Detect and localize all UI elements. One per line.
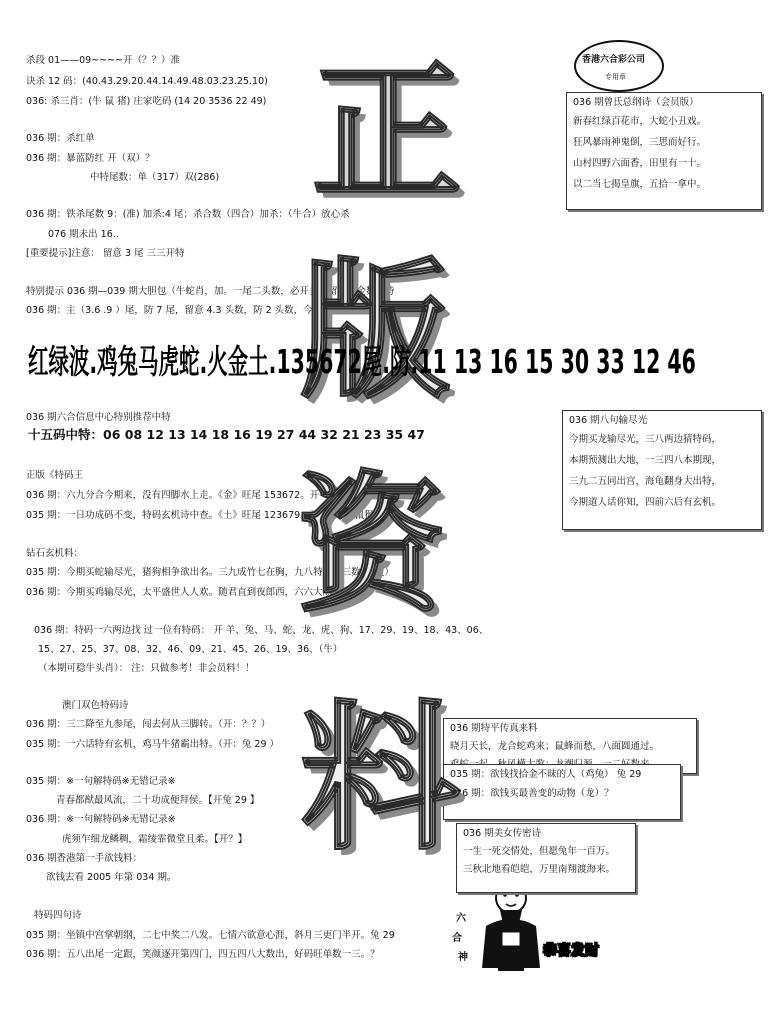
- text-line: 076 期未出 16..: [48, 229, 119, 240]
- text-line: 欲钱去看 2005 年第 034 期。: [46, 872, 177, 883]
- stamp-text: 香港六合彩公司: [582, 55, 646, 65]
- stamp-subtext: 专用章: [605, 73, 626, 81]
- text-line: 036 期六合信息中心特别推荐中特: [26, 412, 171, 423]
- box-line: 今期买龙输尽光，三八两边猜特码，: [569, 434, 722, 445]
- side-char: 神: [458, 952, 468, 963]
- text-line: 035 期：一六话特有玄机，鸡马牛猪霸出特。（开：兔 29 ）: [26, 739, 280, 750]
- fifteen-numbers: 十五码中特：06 08 12 13 14 18 16 19 27 44 32 21 23 35 47: [28, 427, 425, 442]
- box-line: 036 期：欲钱买最善变的动物（龙）？: [450, 788, 614, 799]
- text-line: 036 期：三二降至九参尾，闯去何从三脚转。（开：？？）: [26, 719, 271, 730]
- side-char: 六: [456, 913, 466, 924]
- text-line: 钻石玄机料：: [26, 548, 84, 559]
- side-char: 合: [452, 933, 462, 944]
- box-line: 山村四野六面香，田里有一十。: [573, 158, 707, 169]
- box-title: 036 期八句输尽光: [569, 415, 648, 426]
- text-line: 诀杀 12 码：(40.43.29.20.44.14.49.48.03.23.25.10): [26, 76, 268, 87]
- gongxi-facai-text: 恭喜发财: [543, 943, 599, 959]
- box-line: 狂风暴雨神鬼倒，三思而好行。: [573, 137, 707, 148]
- headline-banner: 红绿波.鸡兔马虎蛇.火金土.135672尾.防.11 13 16 15 30 33 12 46: [28, 342, 696, 381]
- box-title: 036 期曾氏总纲诗（会员版）: [573, 97, 699, 108]
- poem-box-eight: [562, 410, 762, 530]
- text-line: 036: 杀三肖：(牛 鼠 猪) 庄家吃码 (14 20 3536 22 49): [26, 96, 267, 107]
- text-line: 035 期：今期买蛇输尽光，猪狗相争欲出名。三九成竹七在胸，九八特一话三数。（史）: [26, 567, 394, 578]
- box-line: 新春红绿百花市，大蛇小丑戏。: [573, 116, 707, 127]
- text-line: 036 期：杀红单: [26, 133, 95, 144]
- company-stamp-logo: [574, 40, 664, 92]
- text-line: 虎须乍细龙鳞稠，霜绫霏微堂且柔。【开？】: [62, 834, 248, 845]
- text-line: 035 期：坐镇中宫掌朝纲，二七中奖二八发。七情六欲意心涯，斜月三更门半开。兔 29: [26, 930, 395, 941]
- text-line: 15、27、25、37、08、32、46、09、21、45、26、19、36、（牛）: [38, 644, 343, 655]
- beauty-poem-box: [456, 823, 636, 893]
- text-line: 青春都猷最风流，二十功成便拜侯。【开兔 29 】: [56, 795, 260, 806]
- box-line: 三九二五同出宫，海龟翻身大出特，: [569, 476, 722, 487]
- text-line: 杀段 01——09~~~~开（？？）准: [26, 55, 181, 66]
- text-line: 澳门双色特码诗: [62, 700, 129, 711]
- poem-box-zeng: [566, 92, 762, 210]
- box-title: 036 期特平传真来料: [450, 723, 538, 734]
- text-line: 正版《特码王: [26, 470, 84, 481]
- watermark-char-ban: 版: [300, 243, 451, 419]
- box-line: 晓月天长，龙合蛇鸡来；鼠蜂而愁，八面圆通过。: [450, 741, 660, 752]
- text-line: 036 期：暴蓝防红 开（双）？: [26, 153, 155, 164]
- text-line: 中特尾数：单（317）双(286): [90, 172, 220, 183]
- text-line: 036 期香港第一手欲钱料：: [26, 853, 143, 864]
- text-line: 036 期：※一句解特码※无错记录※: [26, 814, 176, 825]
- box-line: 本期预测出大地，一三四八本期现，: [569, 455, 722, 466]
- text-line: 035 期：※一句解特码※无错记录※: [26, 776, 176, 787]
- watermark-char-zheng: 正: [312, 45, 463, 221]
- text-line: 035 期：一日功成码不变，特码玄机诗中查。《土》旺尾 123679。开----（马 鼠猴）: [26, 510, 384, 521]
- watermark-char-zi: 资: [296, 457, 447, 633]
- text-line: 036 期：今期买鸡输尽光，太平盛世人人欢。随君直到夜郎西，六六大顺特不断？: [26, 587, 371, 598]
- box-line: 一生一死交情处，但愿兔年一百万。: [463, 846, 616, 857]
- box-line: 三秋北地看皑皑，万里南翔渡海来。: [463, 864, 616, 875]
- watermark-char-liao: 料: [300, 684, 461, 872]
- box-title: 036 期美女传密诗: [463, 828, 542, 839]
- box-line: 今期道人话你知，四前六后有玄机。: [569, 497, 722, 508]
- text-line: [重要提示]注意： 留意 3 尾 三三开特: [26, 248, 185, 259]
- text-line: 特码四句诗: [34, 910, 82, 921]
- text-line: 036 期：主（3.6 .9 ）尾，防 7 尾，留意 4.3 头数，防 2 头数，今期留意兔鸡肖出特: [26, 305, 389, 316]
- text-line: 036 期：特码一六两边找 过一位有特码： 开 羊、兔、马、蛇、龙、虎、狗、17、29、19、18、43、06、: [34, 625, 489, 636]
- box-line: 以二当七揭皇旗，五拾一拿中。: [573, 179, 707, 190]
- text-line: 036 期：六九分合今期来，没有四脚水上走。《金》旺尾 153672。开----（羊 牛猪）: [26, 490, 384, 501]
- text-line: （本期可稳牛头肖）： 注：只做参考！非会员料！！: [38, 663, 255, 674]
- riddle-box: [443, 764, 681, 820]
- box-line: 035 期：欲钱找拾金不昧的人（鸡兔） 兔 29: [450, 769, 642, 780]
- text-line: 036 期：五八出尾一定跟，笑颜逐开第四门，四五四八大数出，好码旺单数一三。？: [26, 949, 380, 960]
- text-line: 036 期：铁杀尾数 9：(准) 加杀:4 尾；杀合数（四合）加杀：（牛合）放心杀: [26, 209, 350, 220]
- text-line: 特别提示 036 期—039 期大胆包（牛蛇肖，加。一尾二头数，必开多期留意三金数出特: [26, 286, 395, 297]
